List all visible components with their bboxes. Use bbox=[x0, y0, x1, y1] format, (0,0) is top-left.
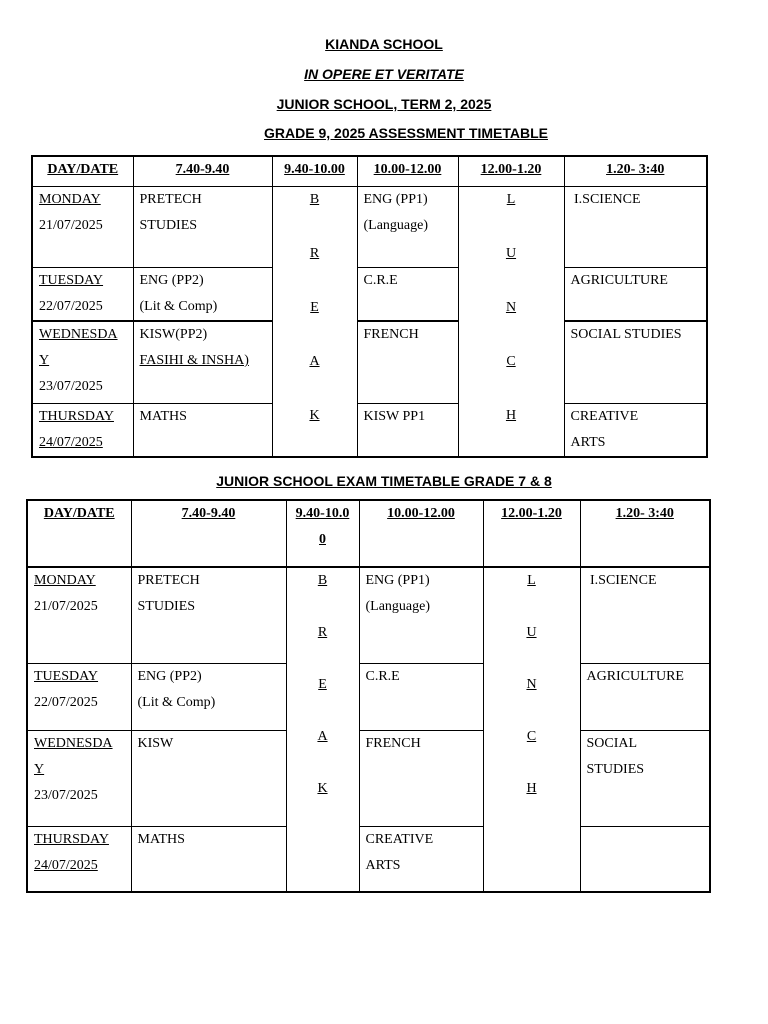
col-header-break bbox=[286, 500, 359, 567]
slot3-cell bbox=[564, 321, 707, 403]
school-motto: IN OPERE ET VERITATE bbox=[304, 66, 464, 82]
col-header-break-line1: 9.40-10.0 bbox=[295, 506, 350, 521]
day-cell bbox=[27, 567, 131, 663]
day-cell bbox=[32, 186, 133, 267]
subject-text: ARTS bbox=[365, 857, 401, 873]
subject-text: C.R.E bbox=[363, 272, 398, 288]
day-date: 22/07/2025 bbox=[39, 298, 103, 314]
table-row bbox=[27, 730, 710, 826]
day-date: 21/07/2025 bbox=[39, 217, 103, 233]
subject-text: (Lit & Comp) bbox=[139, 298, 218, 314]
lunch-letter: H bbox=[526, 781, 537, 796]
col-header-slot2: 10.00-12.00 bbox=[359, 500, 483, 567]
break-letter: B bbox=[309, 191, 320, 207]
table-row bbox=[32, 186, 707, 267]
day-cell bbox=[27, 663, 131, 730]
table-row bbox=[27, 567, 710, 663]
lunch-letter: U bbox=[526, 625, 537, 640]
grade9-timetable bbox=[31, 155, 708, 458]
day-date: 24/07/2025 bbox=[34, 857, 98, 873]
lunch-letter: N bbox=[505, 299, 517, 315]
school-name: KIANDA SCHOOL bbox=[325, 36, 443, 52]
slot2-cell bbox=[359, 826, 483, 892]
day-cell bbox=[32, 403, 133, 457]
table-row bbox=[32, 321, 707, 403]
col-header-slot3: 1.20- 3:40 bbox=[580, 500, 710, 567]
subject-text: (Lit & Comp) bbox=[137, 694, 216, 710]
subject-text: KISW PP1 bbox=[363, 408, 426, 424]
break-letter: A bbox=[317, 729, 328, 744]
lunch-letter: N bbox=[526, 677, 537, 692]
subject-text: SOCIAL bbox=[586, 735, 638, 751]
slot2-cell bbox=[357, 267, 458, 321]
slot3-cell bbox=[580, 663, 710, 730]
day-name: MONDAY bbox=[34, 573, 96, 588]
lunch-letter: C bbox=[526, 729, 537, 744]
col-header-lunch: 12.00-1.20 bbox=[458, 156, 564, 186]
slot1-cell bbox=[131, 567, 286, 663]
grade78-timetable bbox=[26, 499, 711, 893]
slot2-cell bbox=[359, 663, 483, 730]
lunch-column bbox=[483, 567, 580, 892]
subject-text: STUDIES bbox=[139, 217, 198, 233]
subject-text: ENG (PP2) bbox=[139, 272, 204, 288]
col-header-break: 9.40-10.00 bbox=[272, 156, 357, 186]
subject-text: STUDIES bbox=[586, 761, 645, 777]
lunch-letter: H bbox=[505, 407, 517, 423]
slot2-cell bbox=[357, 186, 458, 267]
table-row bbox=[32, 403, 707, 457]
day-cell bbox=[32, 321, 133, 403]
subject-text: MATHS bbox=[137, 831, 185, 847]
slot3-cell bbox=[564, 403, 707, 457]
subject-text: CREATIVE bbox=[570, 408, 639, 424]
subject-text: KISW bbox=[137, 735, 174, 751]
break-letter: K bbox=[317, 781, 328, 796]
slot1-cell bbox=[133, 186, 272, 267]
subject-text: ENG (PP2) bbox=[137, 668, 202, 684]
slot2-cell bbox=[357, 321, 458, 403]
day-name: WEDNESDA bbox=[39, 327, 118, 342]
lunch-letter: L bbox=[506, 191, 516, 207]
subject-text: FASIHI & INSHA) bbox=[139, 353, 249, 368]
col-header-lunch: 12.00-1.20 bbox=[483, 500, 580, 567]
break-column bbox=[272, 186, 357, 457]
col-header-slot1: 7.40-9.40 bbox=[131, 500, 286, 567]
day-cell bbox=[32, 267, 133, 321]
slot1-cell bbox=[131, 663, 286, 730]
grade78-title: JUNIOR SCHOOL EXAM TIMETABLE GRADE 7 & 8 bbox=[216, 473, 552, 489]
lunch-letter: L bbox=[527, 573, 536, 588]
slot2-cell bbox=[359, 730, 483, 826]
day-name: TUESDAY bbox=[39, 272, 104, 288]
subject-text: FRENCH bbox=[365, 735, 421, 751]
break-letter: A bbox=[309, 353, 320, 369]
subject-text: (Language) bbox=[365, 599, 431, 614]
subject-text: SOCIAL STUDIES bbox=[570, 327, 682, 342]
subject-text: AGRICULTURE bbox=[586, 668, 684, 684]
lunch-letter: U bbox=[505, 245, 517, 261]
lunch-column bbox=[458, 186, 564, 457]
slot3-cell-empty bbox=[580, 826, 710, 892]
subject-text: (Language) bbox=[363, 217, 429, 233]
day-date: 24/07/2025 bbox=[39, 434, 103, 450]
subject-text: FRENCH bbox=[363, 327, 419, 342]
subject-text: I.SCIENCE bbox=[570, 191, 641, 207]
day-name-wrap: Y bbox=[39, 353, 50, 368]
table-row bbox=[32, 267, 707, 321]
lunch-letter: C bbox=[506, 353, 516, 369]
day-name-wrap: Y bbox=[34, 761, 45, 777]
subject-text: ENG (PP1) bbox=[363, 191, 428, 207]
subject-text: C.R.E bbox=[365, 668, 400, 684]
slot3-cell bbox=[580, 730, 710, 826]
subject-text: CREATIVE bbox=[365, 831, 434, 847]
col-header-slot2: 10.00-12.00 bbox=[357, 156, 458, 186]
slot3-cell bbox=[564, 186, 707, 267]
table-row bbox=[27, 663, 710, 730]
col-header-slot3: 1.20- 3:40 bbox=[564, 156, 707, 186]
grade9-title: GRADE 9, 2025 ASSESSMENT TIMETABLE bbox=[264, 125, 548, 141]
col-header-day: DAY/DATE bbox=[32, 156, 133, 186]
break-letter: R bbox=[309, 245, 320, 261]
col-header-day: DAY/DATE bbox=[27, 500, 131, 567]
day-name: TUESDAY bbox=[34, 668, 99, 684]
day-name: MONDAY bbox=[39, 191, 101, 207]
slot2-cell bbox=[359, 567, 483, 663]
subject-text: PRETECH bbox=[139, 191, 202, 207]
day-date: 23/07/2025 bbox=[34, 787, 98, 803]
day-date: 22/07/2025 bbox=[34, 694, 98, 710]
subject-text: STUDIES bbox=[137, 599, 196, 614]
slot1-cell bbox=[133, 403, 272, 457]
slot1-cell bbox=[133, 267, 272, 321]
break-letter: E bbox=[310, 299, 319, 315]
col-header-slot1: 7.40-9.40 bbox=[133, 156, 272, 186]
break-letter: B bbox=[317, 573, 328, 588]
subject-text: KISW(PP2) bbox=[139, 327, 208, 342]
day-name: THURSDAY bbox=[39, 408, 114, 424]
day-date: 21/07/2025 bbox=[34, 599, 98, 614]
slot1-cell bbox=[131, 826, 286, 892]
break-letter: K bbox=[309, 407, 320, 423]
col-header-break-line2: 0 bbox=[319, 532, 326, 547]
slot3-cell bbox=[580, 567, 710, 663]
subject-text: I.SCIENCE bbox=[586, 573, 657, 588]
break-letter: E bbox=[318, 677, 327, 692]
day-date: 23/07/2025 bbox=[39, 379, 103, 394]
slot3-cell bbox=[564, 267, 707, 321]
slot1-cell bbox=[133, 321, 272, 403]
table-row bbox=[27, 826, 710, 892]
subject-text: MATHS bbox=[139, 408, 187, 424]
day-cell bbox=[27, 730, 131, 826]
day-name: WEDNESDA bbox=[34, 735, 113, 751]
term-heading: JUNIOR SCHOOL, TERM 2, 2025 bbox=[276, 96, 492, 112]
subject-text: AGRICULTURE bbox=[570, 272, 668, 288]
break-letter: R bbox=[317, 625, 328, 640]
table-header-row bbox=[32, 156, 707, 186]
table-header-row bbox=[27, 500, 710, 567]
break-column bbox=[286, 567, 359, 892]
subject-text: PRETECH bbox=[137, 573, 200, 588]
day-cell bbox=[27, 826, 131, 892]
slot1-cell bbox=[131, 730, 286, 826]
subject-text: ENG (PP1) bbox=[365, 573, 430, 588]
day-name: THURSDAY bbox=[34, 831, 109, 847]
subject-text: ARTS bbox=[570, 434, 606, 450]
slot2-cell bbox=[357, 403, 458, 457]
